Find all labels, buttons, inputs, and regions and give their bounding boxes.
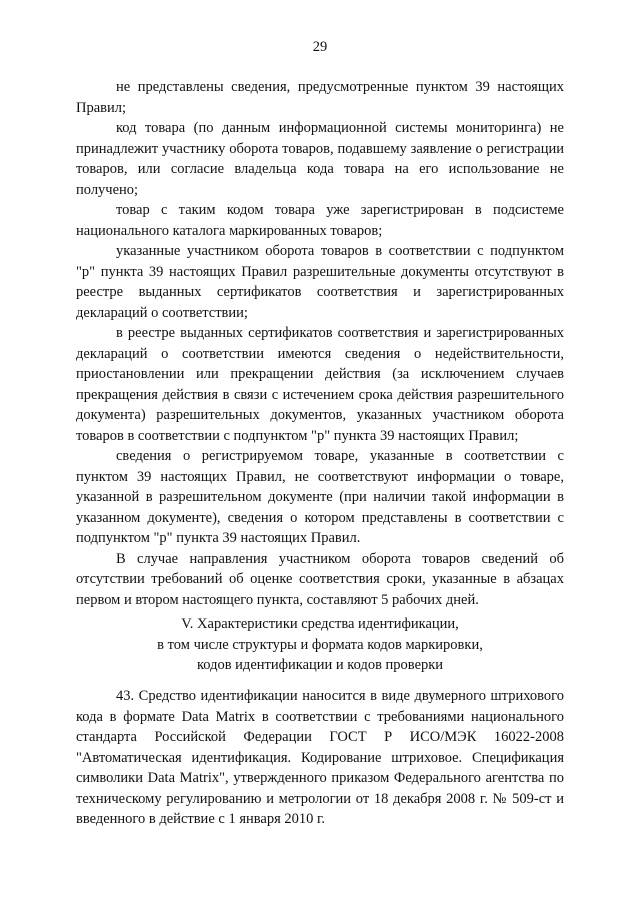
page-number: 29	[312, 39, 328, 55]
body-text-block	[76, 77, 564, 610]
paragraph-43: 43. Средство идентификации наносится в виде двумерного штрихового кода в формате Data Matrix в соответствии с требованиями национального стандарта Российской Федерации ГОСТ Р ИСО/МЭК 16022-2008 "Автоматическая идентификация. Кодирование штриховое. Спецификация символики Data Matrix", утвержденного приказом Федерального агентства по техническому регулированию и метрологии от 18 декабря 2008 г. № 509-ст и введенного в действие с 1 января 2010 г.	[76, 688, 564, 827]
paragraph-item: в реестре выданных сертификатов соответствия и зарегистрированных деклараций о соответствии имеются сведения о недействительности, приостановлении или прекращении действия (за исключением случаев прекращения действия в связи с истечением срока действия разрешительного документа) разрешительных документов, указанных участником оборота товаров в соответствии с подпунктом "р" пункта 39 настоящих Правил;	[76, 325, 564, 444]
section-heading-line: в том числе структуры и формата кодов маркировки,	[157, 636, 483, 653]
paragraph-item: код товара (по данным информационной системы мониторинга) не принадлежит участнику оборота товаров, подавшему заявление о регистрации товаров, или согласие владельца кода товара на его использование не получено;	[76, 120, 564, 198]
section-heading-line: кодов идентификации и кодов проверки	[196, 657, 444, 673]
paragraph-item: указанные участником оборота товаров в соответствии с подпунктом "р" пункта 39 настоящих Правил разрешительные документы отсутствуют в реестре выданных сертификатов соответствия и зарегистрированных деклараций о соответствии;	[76, 243, 564, 321]
paragraph-item: В случае направления участником оборота товаров сведений об отсутствии требований об оценке соответствия сроки, указанные в абзацах первом и втором настоящего пункта, составляют 5 рабочих дней.	[76, 550, 564, 608]
section-heading	[76, 614, 564, 676]
paragraph-item: не представлены сведения, предусмотренные пунктом 39 настоящих Правил;	[76, 79, 564, 116]
paragraph-item: сведения о регистрируемом товаре, указанные в соответствии с пунктом 39 настоящих Правил, не соответствуют информации о товаре, указанной в разрешительном документе (при наличии такой информации в указанном документе), сведения о котором представлены в соответствии с подпунктом "р" пункта 39 настоящих Правил.	[76, 448, 564, 546]
paragraph-item: товар с таким кодом товара уже зарегистрирован в подсистеме национального каталога маркированных товаров;	[76, 202, 564, 239]
body-text-block-2	[76, 686, 564, 830]
section-heading-line: V. Характеристики средства идентификации,	[181, 616, 459, 632]
